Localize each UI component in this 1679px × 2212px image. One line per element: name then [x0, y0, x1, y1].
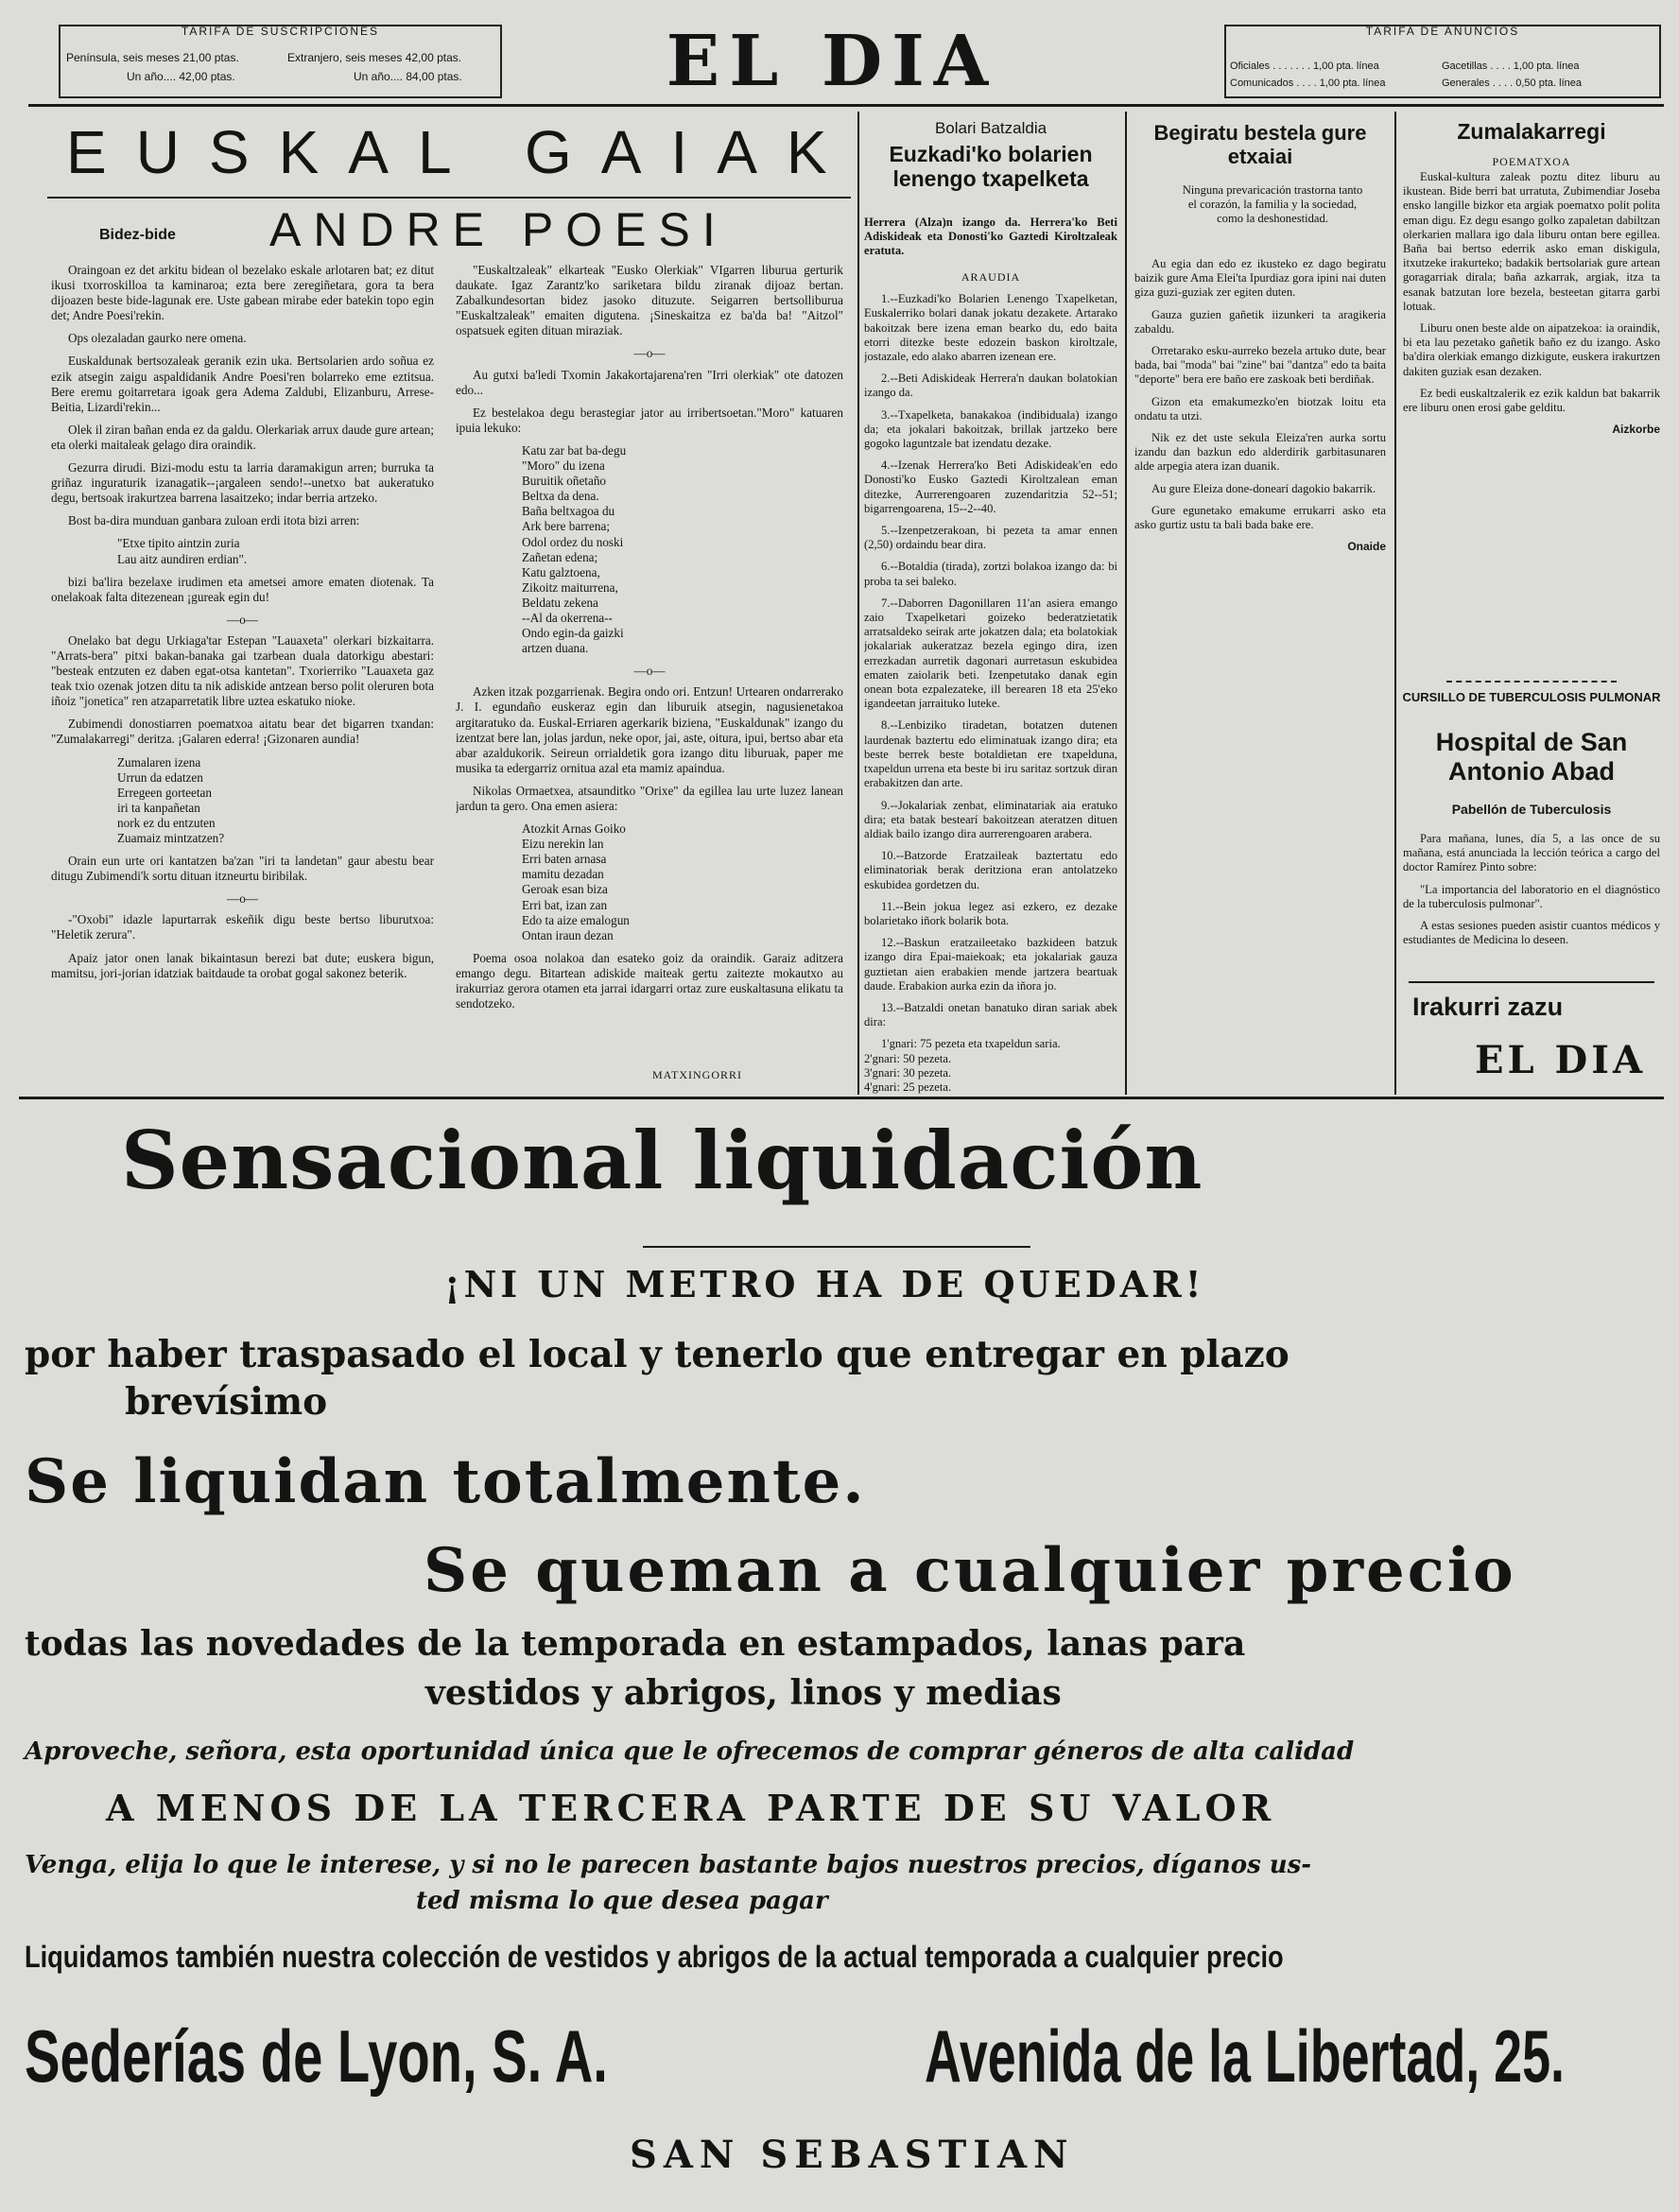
- paragraph: Nik ez det uste sekula Eleiza'ren aurka sortu izandu dan bazkun edo alderdirik garbitasunaren alde arpegia atera izan duanik.: [1134, 431, 1386, 474]
- paragraph: Oraingoan ez det arkitu bidean ol bezelako eskale arlotaren bat; ez ditut ikusi txorroskilloa ta kaminaroa; ezta bere zeregiñetara, gora ta bera dijoazen beste bide-lagunak ere. Uste gabean mirabe eder batekin topo egin det; Andre Poesi'rekin.: [51, 263, 434, 323]
- article-kicker: CURSILLO DE TUBERCULOSIS PULMONAR: [1402, 690, 1661, 704]
- column-rule: [1394, 112, 1396, 1095]
- paragraph: 12.--Baskun eratzaileetako bazkideen batzuk izango dira Epai-maiekoak; eta jokalariak gauza guztietan aien erabakien mende jartzera beartuak daude. Erabakion aurka ezin da iñora jo.: [864, 936, 1117, 993]
- paragraph: 6.--Botaldia (tirada), zortzi bolakoa izango da: bi proba ta sei baleko.: [864, 560, 1117, 588]
- article-subtitle: POEMATXOA: [1492, 155, 1571, 168]
- article-begiratu: [1131, 112, 1390, 622]
- paragraph: 2.--Beti Adiskideak Herrera'n daukan bolatokian izango da.: [864, 372, 1117, 400]
- separator: —o—: [227, 891, 258, 907]
- advert-headline: Sensacional liquidación: [121, 1114, 1203, 1207]
- advert-line: ted misma lo que desea pagar: [416, 1887, 828, 1915]
- paragraph: Para mañana, lunes, día 5, a las once de su mañana, está anunciada la lección teórica a cargo del doctor Ramírez Pinto sobre:: [1403, 832, 1660, 874]
- kicker-rule: [47, 197, 851, 199]
- subscription-rates-caption: TARIFA DE SUSCRIPCIONES: [181, 25, 380, 38]
- paragraph: 9.--Jokalariak zenbat, eliminatariak aia eratuko dira; eta batak bestearí bakoitzean ateratzen dituen aldiak bailo izango dira aurrerengoaren arabera.: [864, 798, 1117, 840]
- advert-rate-line: Generales . . . . 0,50 pta. línea: [1442, 78, 1582, 89]
- advert-line: Venga, elija lo que le interese, y si no le parecen bastante bajos nuestros precios, díganos us-: [25, 1851, 1312, 1879]
- column-rule: [857, 112, 859, 1095]
- paragraph: 13.--Batzaldi onetan banatuko diran sariak abek dira:: [864, 1000, 1117, 1029]
- advert-rates-caption: TARIFA DE ANUNCIOS: [1365, 25, 1520, 38]
- column-rule: [1125, 112, 1127, 1095]
- article-signature: Onaide: [1347, 540, 1386, 554]
- article-zumalakarregi: [1401, 112, 1662, 679]
- advert-line: por haber traspasado el local y tenerlo que entregar en plazo: [25, 1333, 1290, 1376]
- article-column: [1403, 832, 1660, 1002]
- advert-rates-box: [1224, 25, 1661, 98]
- paragraph: 1'gnari: 75 pezeta eta txapeldun saria. 2'gnari: 50 pezeta. 3'gnari: 30 pezeta. 4'gnari: 25 pezeta.: [864, 1037, 1061, 1094]
- paragraph: "Euskaltzaleak" elkarteak "Eusko Olerkiak" VIgarren liburua gerturik daukate. Igaz Zarantz'ko sariketara bildu ziranak dijoaz bertan. Zabalkundesortan bidez jasoko dituzute. Seigarren bertsolliburua "Euskaltzaleak" emaiten digutena. ¡Sineskaitza ez ba'da ba! "Aitzol" ospatsuek egiten dituan miraziak.: [456, 263, 843, 338]
- paragraph: bizi ba'lira bezelaxe irudimen eta ametsei amore ematen diotenak. Ta onelakoak falta ditezenean ¡gureak egin du!: [51, 574, 434, 604]
- paragraph: 5.--Izenpetzerakoan, bi pezeta ta amar ennen (2,50) ordaindu bear dira.: [864, 524, 1117, 552]
- article-deck: Herrera (Alza)n izango da. Herrera'ko Beti Adiskideak eta Donosti'ko Gaztedi Kiroltzaleak eratuta.: [864, 216, 1117, 257]
- promo-line: Irakurri zazu: [1412, 993, 1564, 1021]
- separator: —o—: [633, 346, 666, 361]
- paragraph: A estas sesiones pueden asistir cuantos médicos y estudiantes de Medicina lo deseen.: [1403, 919, 1660, 947]
- paragraph: 7.--Daborren Dagonillaren 11'an asiera emango zaio Txapelketari goizeko bederatzietatik arratsaldeko seirak arte jokatzen dala; eta bolatokiak jokalariak aukeratzaz bezela egingo dira, izen errezkadan aurretik dagonari aurretasun eskubidea ematen zaiolarik beti. Izenpetutako danak egin onean bota ezpalezateke, ill berearen 18 eta 25'eko igandeetan jarraituko luteke.: [864, 596, 1117, 711]
- paragraph: 8.--Lenbiziko tiradetan, botatzen dutenen laurdenak baztertu edo eliminatuak izango dira; eta beste berrek beste botaldietan ere txapelduna, txapeldun urrena eta beste bi iru saritaz sortzuk diran erabakitzen dan arte.: [864, 718, 1117, 790]
- subscription-rates-box: [59, 25, 502, 98]
- separator: —o—: [633, 664, 666, 679]
- advert-address: Avenida de la Libertad, 25.: [925, 2014, 1565, 2098]
- paragraph: Onelako bat degu Urkiaga'tar Estepan "Lauaxeta" olerkari bizkaitarra. "Arrats-bera" pitxi bakan-banaka gai tzarbean duala datorkigu abestari: "besteak entzuten ez daben egat-otsa kantetan". Txorierriko "Lauaxeta gaz teak txio ozenak jotzen ditu ta nik adiskide antzean berso polit oleruren bota iñoiz "jonetica" ren atzaparretatik libre uztea eskatuko nioke.: [51, 632, 434, 709]
- paragraph: Zumalaren izena Urrun da edatzen Erregeen gorteetan iri ta kanpañetan nork ez du entzuten Zuamaiz mintzatzen?: [117, 754, 225, 845]
- article-euskal-gaiak: [38, 112, 857, 1095]
- article-column: [456, 263, 843, 1076]
- advert-line: Se liquidan totalmente.: [25, 1446, 866, 1517]
- advert-rate-line: Comunicados . . . . 1,00 pta. línea: [1230, 78, 1386, 89]
- article-signature: Aizkorbe: [1612, 423, 1660, 437]
- paragraph: Gauza guzien gañetik iizunkeri ta aragikeria zabaldu.: [1134, 307, 1386, 336]
- paragraph: Katu zar bat ba-degu "Moro" du izena Buruitik oñetaño Beltxa da dena. Baña beltxagoa du Ark bere barrena; Odol ordez du noski Zañetan edena; Katu galztoena, Zikoitz maiturrena, Beldatu zekena --Al da okerrena-- Ondo egin-da gaizki artzen duana.: [522, 442, 627, 656]
- article-bolari: [862, 112, 1119, 1095]
- section-heading: ARAUDIA: [961, 270, 1021, 284]
- paragraph: 11.--Bein jokua legez asi ezkero, ez dezake bolarietako iñork bolarik bota.: [864, 899, 1117, 927]
- advert-line: vestidos y abrigos, linos y medias: [425, 1673, 1062, 1713]
- advert-rate-line: Oficiales . . . . . . . 1,00 pta. línea: [1230, 60, 1379, 72]
- section-rule: [1409, 981, 1654, 983]
- paragraph: Ez bestelakoa degu berastegiar jator au irribertsoetan."Moro" katuaren ipuia lekuko:: [456, 405, 843, 435]
- article-column: [1134, 257, 1386, 614]
- article-title: Begiratu bestela gure etxaiai: [1153, 121, 1367, 168]
- article-subtitle: Pabellón de Tuberculosis: [1451, 802, 1612, 817]
- paragraph: Orretarako esku-aurreko bezela artuko dute, bear bada, bai "moda" bai "zine" bai "dantza" edo ta baita "deporte" bera ere baño ere zaskoak beti berdiñak.: [1134, 344, 1386, 387]
- advert-line: todas las novedades de la temporada en estampados, lanas para: [25, 1624, 1246, 1664]
- paragraph: Atozkit Arnas Goiko Eizu nerekin lan Erri baten arnasa mamitu dezadan Geroak esan biza Erri bat, izan zan Edo ta aize emalogun Ontan iraun dezan: [522, 821, 630, 942]
- advert-top-rule: [19, 1097, 1664, 1099]
- paragraph: Bost ba-dira munduan ganbara zuloan erdi itota bizi arren:: [68, 513, 360, 528]
- advert-line: Se queman a cualquier precio: [424, 1535, 1516, 1606]
- promo-title: EL DIA: [1475, 1038, 1646, 1082]
- masthead-rule: [28, 104, 1664, 107]
- paragraph: 3.--Txapelketa, banakakoa (indibiduala) izango da; eta jokalari bakoitzak, brillak jartzeko bere gogoko laguntzale bat izendatu dezake.: [864, 407, 1117, 451]
- paragraph: Olek il ziran bañan enda ez da galdu. Olerkariak arrux daude gure artean; eta olerki maitaleak gelago dira oraindik.: [51, 422, 434, 452]
- article-hospital: [1401, 690, 1662, 1002]
- paragraph: Poema osoa nolakoa dan esateko goiz da oraindik. Garaiz aditzera emango degu. Bitartean adiskide maiteak gertu zaitezte mokautxo au irakurriaz gerora otamen eta jarrai idargarri ortaz zure euskaltasuna elikatu ta sendotzeko.: [456, 950, 843, 1011]
- paragraph: 4.--Izenak Herrera'ko Beti Adiskideak'en edo Donosti'ko Eusko Gaztedi Kiroltzalean eman ditezke, Aurrerengoaren zuzendaritzia 52--51; bigarrengoarena, 15--2--40.: [864, 458, 1117, 515]
- paragraph: Au gutxi ba'ledi Txomin Jakakortajarena'ren "Irri olerkiak" ote datozen edo...: [456, 367, 843, 397]
- paragraph: Apaiz jator onen lanak bikaintasun berezi bat dute; euskera bigun, mamitsu, jori-jorian idatziak baitdaude ta orobat gogal sakonez beterik.: [51, 950, 434, 980]
- article-kicker: Bolari Batzaldia: [934, 119, 1047, 137]
- subscription-line: Extranjero, seis meses 42,00 ptas.: [287, 51, 462, 64]
- paragraph: 10.--Batzorde Eratzaileak baztertatu edo eliminatoriak berak deritziona eran antolatzeko eskubidea gordetzen du.: [864, 849, 1117, 891]
- paragraph: Gizon eta emakumezko'en biotzak loitu eta ondatu ta utzi.: [1134, 394, 1386, 423]
- advert-headline-rule: [643, 1246, 1030, 1248]
- paragraph: Gure egunetako emakume errukarri asko eta asko gurtiz ustu ta bali bada bake ere.: [1134, 503, 1386, 532]
- article-byline: Bidez-bide: [99, 227, 176, 243]
- article-kicker: EUSKAL GAIAK: [66, 118, 857, 186]
- paragraph: 1.--Euzkadi'ko Bolarien Lenengo Txapelketan, Euskalerriko bolari danak jokatu dezakete. Artarako bakoitzak bere izena eman bearko du, edo baita etorri ditezke beste edozein baskon kiroltzale, jostazale, edo alako abarren izenean ere.: [864, 292, 1117, 364]
- paragraph: Gezurra dirudi. Bizi-modu estu ta larria daramakigun arren; burruka ta griñaz inguraturik izanagatik--¡argaleen sendo!--unetxo bat aukeratuko degu, bertsoak irakurtzea barrena lasaitzeko; indar berria artzeko.: [51, 460, 434, 506]
- subscription-line: Península, seis meses 21,00 ptas.: [66, 51, 239, 64]
- article-title: Hospital de San Antonio Abad: [1435, 728, 1628, 786]
- masthead-title: EL DIA: [666, 21, 998, 102]
- subscription-line: Un año.... 42,00 ptas.: [127, 70, 235, 83]
- advert-line: ¡NI UN METRO HA DE QUEDAR!: [444, 1263, 1205, 1305]
- article-title: ANDRE POESI: [269, 203, 728, 256]
- advert-city: SAN SEBASTIAN: [630, 2133, 1075, 2177]
- article-epigraph: Ninguna prevaricación trastorna tanto el corazón, la familia y la sociedad, como la deshonestidad.: [1182, 183, 1363, 225]
- subscription-line: Un año.... 84,00 ptas.: [354, 70, 462, 83]
- paragraph: Euskaldunak bertsozaleak geranik ezin uka. Bertsolarien ardo soñua ez ezik atsegin zaigu aspaldidanik Andre Poesi'ren bolarreko eme eztitsua. Bere eremu goitarretara igoak gera Adema Zaldubi, Elizanburu, Arrese-Beitia, Lizardi'rekin...: [51, 354, 434, 414]
- paragraph: Nikolas Ormaetxea, atsaunditko "Orixe" da egillea lau urte luzez lanean jardun ta gero. Ona emen asiera:: [456, 783, 843, 813]
- advert-line: A MENOS DE LA TERCERA PARTE DE SU VALOR: [106, 1787, 1276, 1829]
- paragraph: -"Oxobi" idazle lapurtarrak eskeñik digu beste bertso liburutxoa: "Heletik zerura".: [51, 912, 434, 942]
- advert-company: Sederías de Lyon, S. A.: [25, 2014, 608, 2098]
- paragraph: Ops olezaladan gaurko nere omena.: [68, 331, 247, 346]
- article-title: Euzkadi'ko bolarien lenengo txapelketa: [889, 142, 1093, 191]
- article-column: [1403, 170, 1660, 681]
- separator: —o—: [227, 612, 258, 627]
- article-signature: MATXINGORRI: [652, 1068, 742, 1081]
- paragraph: Zubimendi donostiarren poematxoa aitatu bear det bigarren txandan: "Zumalakarregi" deritza. ¡Galaren ederra! ¡Gizonaren aundia!: [51, 717, 434, 747]
- paragraph: Euskal-kultura zaleak poztu ditez liburu au ikustean. Bide berri bat urratuta, Zubimendiar Joseba ensko langille bizkor eta argiak poematxo polit polita eman digu. Ez degu esango golko zapaletan dabiltzan olerkarien mallara igo dala liburu ontan bere egillea. Baña bai bertso ederrik asko eman diskigula, itxutzeke irakurteko; badakik bertsolariak gure artean goragarriak dirala; baña azkarrak, argiak, itza ta esanak batzutan lore bezela, besteetan gitarra garbi lotuak.: [1403, 170, 1660, 313]
- article-column: [864, 270, 1117, 1095]
- paragraph: Orain eun urte ori kantatzen ba'zan "iri ta landetan" gaur abestu bear ditugu Zubimendi'k sortu dituan itzneurtu biribilak.: [51, 854, 434, 884]
- ornament-rule: [1446, 681, 1617, 690]
- advert-line: brevísimo: [125, 1380, 328, 1424]
- article-title: Zumalakarregi: [1457, 119, 1606, 144]
- advert-line: Liquidamos también nuestra colección de vestidos y abrigos de la actual temporada a cualquier precio: [25, 1940, 1284, 1974]
- advert-rate-line: Gacetillas . . . . 1,00 pta. línea: [1442, 60, 1580, 72]
- paragraph: Au gure Eleiza done-donearí dagokio bakarrik.: [1151, 481, 1376, 495]
- article-column: [51, 263, 434, 1095]
- paragraph: Ez bedi euskaltzalerik ez ezik kaldun bat bakarrik ere liburu onen erosi gabe gelditu.: [1403, 386, 1660, 415]
- paragraph: Liburu onen beste alde on aipatzekoa: ia oraindik, bi eta lau pezetako gañetik baño ez du izango. Asko ba'dira olerkiak emango dizkigute, euskera irakurtzen dakiten guziak esan dezaken.: [1403, 321, 1660, 378]
- paragraph: "Etxe tipito aintzin zuria Lau aitz aundiren erdian".: [117, 536, 248, 566]
- paragraph: "La importancia del laboratorio en el diagnóstico de la tuberculosis pulmonar".: [1403, 882, 1660, 910]
- advert-line: Aproveche, señora, esta oportunidad única que le ofrecemos de comprar géneros de alta calidad: [25, 1737, 1355, 1766]
- paragraph: Au egia dan edo ez ikusteko ez dago begiratu baizik gure Ama Elei'ta Ipurdiaz gora ipini nai duten giza guzi-guziak zer egiten duten.: [1134, 257, 1386, 300]
- paragraph: Azken itzak pozgarrienak. Begira ondo ori. Entzun! Urtearen ondarrerako J. I. egundaño euskeraz egin dan liburuik atsegin, nagusienetakoa argitaratuko da. Euskal-Erriaren agerkarik biziena, "Euskaldunak" izango du izentzat bere lan, jolas jardun, neke opor, jai, aste, oitura, ipui, bertso abar eta abar azaldukorik. Seireun orrialdetik gora izango ditu liburuak, paper me musika ta edergarriz ornitua azal eta mamiz apaindua.: [456, 684, 843, 775]
